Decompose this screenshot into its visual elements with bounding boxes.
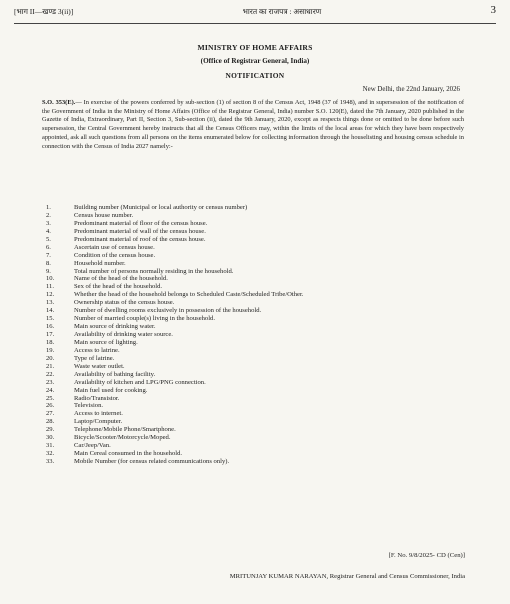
item-text: Availability of bathing facility. bbox=[74, 370, 156, 378]
item-number: 9. bbox=[46, 267, 51, 275]
item-text: Availability of kitchen and LPG/PNG connection. bbox=[74, 378, 206, 386]
item-number: 31. bbox=[46, 442, 55, 450]
item-text: Predominant material of floor of the census house. bbox=[74, 219, 208, 227]
item-number: 7. bbox=[46, 251, 51, 259]
item-number: 22. bbox=[46, 370, 55, 378]
preamble-paragraph bbox=[42, 99, 464, 151]
item-number: 24. bbox=[46, 386, 55, 394]
list-item bbox=[46, 204, 466, 212]
item-number: 10. bbox=[46, 275, 55, 283]
item-number: 3. bbox=[46, 219, 51, 227]
item-text: Sex of the head of the household. bbox=[74, 283, 163, 291]
item-number: 21. bbox=[46, 362, 55, 370]
list-item bbox=[46, 450, 466, 458]
item-text: Census house number. bbox=[74, 211, 134, 219]
item-text: Number of dwelling rooms exclusively in possession of the household. bbox=[74, 307, 262, 315]
item-text: Access to internet. bbox=[74, 410, 123, 418]
item-number: 15. bbox=[46, 315, 55, 323]
item-text: Main Cereal consumed in the household. bbox=[74, 450, 183, 458]
item-number: 16. bbox=[46, 323, 55, 331]
item-text: Main source of lighting. bbox=[74, 338, 138, 346]
item-text: Condition of the census house. bbox=[74, 251, 156, 259]
list-item bbox=[46, 363, 466, 371]
list-item bbox=[46, 434, 466, 442]
item-text: Main source of drinking water. bbox=[74, 323, 156, 331]
item-number: 5. bbox=[46, 235, 51, 243]
notification-heading: NOTIFICATION bbox=[225, 71, 285, 80]
office-subtitle: (Office of Registrar General, India) bbox=[200, 57, 310, 65]
item-text: Main fuel used for cooking. bbox=[74, 386, 148, 394]
page-number: 3 bbox=[490, 4, 496, 16]
list-item bbox=[46, 371, 466, 379]
list-item bbox=[46, 410, 466, 418]
item-text: Household number. bbox=[74, 259, 126, 267]
ministry-title: MINISTRY OF HOME AFFAIRS bbox=[197, 43, 313, 52]
census-items-list bbox=[46, 204, 466, 466]
list-item bbox=[46, 395, 466, 403]
so-number: S.O. 353(E). bbox=[42, 99, 76, 106]
list-item bbox=[46, 268, 466, 276]
item-text: Car/Jeep/Van. bbox=[74, 442, 111, 450]
item-text: Predominant material of wall of the census house. bbox=[74, 227, 206, 235]
list-item bbox=[46, 331, 466, 339]
header-part-section: [भाग II—खण्ड 3(ii)] bbox=[14, 7, 74, 16]
file-reference: [F. No. 9/8/2025- CD (Cen)] bbox=[388, 552, 465, 559]
list-item bbox=[46, 291, 466, 299]
item-text: Waste water outlet. bbox=[74, 362, 125, 370]
item-number: 25. bbox=[46, 394, 55, 402]
list-item bbox=[46, 307, 466, 315]
item-number: 33. bbox=[46, 458, 55, 465]
item-number: 18. bbox=[46, 338, 55, 346]
list-item bbox=[46, 347, 466, 355]
item-text: Predominant material of roof of the census house. bbox=[74, 235, 206, 243]
item-text: Laptop/Computer. bbox=[74, 418, 123, 426]
list-item bbox=[46, 323, 466, 331]
signature-line: MRITUNJAY KUMAR NARAYAN, Registrar General and Census Commissioner, India bbox=[229, 573, 465, 580]
item-number: 11. bbox=[46, 283, 54, 291]
header-gazette-title: भारत का राजपत्र : असाधारण bbox=[242, 7, 322, 16]
list-item bbox=[46, 442, 466, 450]
list-item bbox=[46, 355, 466, 363]
list-item bbox=[46, 220, 466, 228]
list-item bbox=[46, 275, 466, 283]
item-number: 12. bbox=[46, 291, 55, 299]
dateline: New Delhi, the 22nd January, 2026 bbox=[362, 86, 460, 93]
item-number: 23. bbox=[46, 378, 55, 386]
list-item bbox=[46, 236, 466, 244]
item-number: 29. bbox=[46, 426, 55, 434]
item-number: 17. bbox=[46, 331, 55, 338]
item-number: 30. bbox=[46, 434, 55, 442]
list-item bbox=[46, 283, 466, 291]
item-number: 6. bbox=[46, 243, 51, 251]
item-number: 19. bbox=[46, 346, 55, 354]
list-item bbox=[46, 260, 466, 268]
item-text: Telephone/Mobile Phone/Smartphone. bbox=[74, 426, 176, 434]
item-number: 13. bbox=[46, 299, 55, 307]
item-text: Building number (Municipal or local authority or census number) bbox=[74, 204, 248, 211]
list-item bbox=[46, 402, 466, 410]
item-number: 4. bbox=[46, 227, 51, 235]
item-text: Whether the head of the household belongs to Scheduled Caste/Scheduled Tribe/Other. bbox=[74, 291, 304, 299]
list-item bbox=[46, 387, 466, 395]
item-text: Television. bbox=[74, 402, 104, 410]
item-text: Type of latrine. bbox=[74, 354, 115, 362]
list-item bbox=[46, 228, 466, 236]
item-text: Ownership status of the census house. bbox=[74, 299, 175, 307]
list-item bbox=[46, 315, 466, 323]
item-number: 27. bbox=[46, 410, 55, 418]
item-number: 20. bbox=[46, 354, 55, 362]
list-item bbox=[46, 458, 466, 466]
list-item bbox=[46, 299, 466, 307]
gazette-header bbox=[14, 4, 496, 24]
list-item bbox=[46, 252, 466, 260]
preamble-text: — In exercise of the powers conferred by sub-section (1) of section 8 of the Census Act, 1948 (37 of 1948), and in supersession of the notification of the Government of India in the Ministry of Home Affairs (Office of the Registrar General, India) number S.O. 120(E), dated the 7th January, 2020 published in the Gazette of India, Extraordinary, Part II, Section 3, Sub-section (ii), dated the 9th January, 2020, except as respects things done or omitted to be done before such supersession, the Central Government hereby instructs that all the Census Officers may, within the limits of the local areas for which they have been respectively appointed, ask all such questions from all persons on the items enumerated below for collecting information through the houselisting and housing census schedule in connection with the Census of India 2027 namely:- bbox=[42, 99, 464, 150]
item-text: Total number of persons normally residing in the household. bbox=[74, 267, 234, 275]
item-number: 14. bbox=[46, 307, 55, 315]
item-number: 26. bbox=[46, 402, 55, 410]
item-text: Availability of drinking water source. bbox=[74, 331, 173, 338]
item-number: 1. bbox=[46, 204, 51, 211]
item-number: 28. bbox=[46, 418, 55, 426]
list-item bbox=[46, 244, 466, 252]
item-number: 2. bbox=[46, 211, 51, 219]
list-item bbox=[46, 339, 466, 347]
item-text: Name of the head of the household. bbox=[74, 275, 168, 283]
item-number: 32. bbox=[46, 450, 55, 458]
item-text: Number of married couple(s) living in the household. bbox=[74, 315, 215, 323]
list-item bbox=[46, 379, 466, 387]
item-text: Access to latrine. bbox=[74, 346, 120, 354]
list-item bbox=[46, 212, 466, 220]
list-item bbox=[46, 418, 466, 426]
item-text: Mobile Number (for census related communications only). bbox=[74, 458, 230, 465]
item-number: 8. bbox=[46, 259, 51, 267]
item-text: Bicycle/Scooter/Motorcycle/Moped. bbox=[74, 434, 171, 442]
item-text: Radio/Transistor. bbox=[74, 394, 120, 402]
item-text: Ascertain use of census house. bbox=[74, 243, 155, 251]
list-item bbox=[46, 426, 466, 434]
